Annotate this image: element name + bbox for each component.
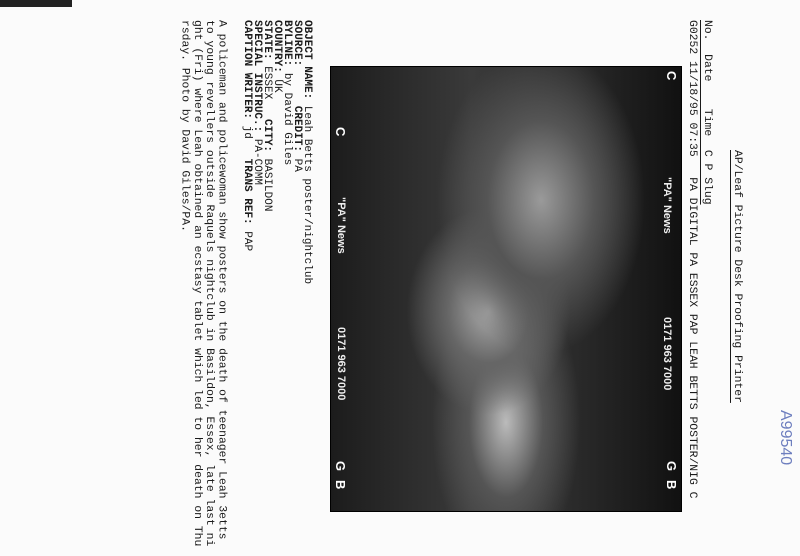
caption-line: A policeman and policewoman show posters on the death of teenager Leah 3etts bbox=[215, 20, 228, 540]
meta-state-city: STATE: ESSEX CITY: BASILDON bbox=[261, 20, 273, 212]
caption-line: ght (Fri) where Leah obtained an ecstasy tablet which led to her death on Thu bbox=[190, 20, 203, 547]
record-line: G0252 11/18/95 07:35 PA DIGITAL PA ESSEX PAP LEAH BETTS POSTER/NIG C bbox=[686, 20, 698, 499]
watermark: "PA" News bbox=[335, 197, 347, 254]
caption-line: rsday. Photo by David Giles/PA. bbox=[178, 20, 191, 232]
meta-byline: BYLINE: by David Giles bbox=[281, 20, 293, 166]
corner-mark: B bbox=[664, 479, 679, 489]
meta-caption-writer: CAPTION WRITER: jd TRANS REF: PAP bbox=[241, 20, 253, 252]
metadata-block bbox=[242, 20, 312, 284]
watermark: "PA" News bbox=[661, 177, 673, 234]
caption-line: to young revellers outside Raquels nightclub in Basildon, Essex, late last ni bbox=[203, 20, 216, 547]
caption bbox=[178, 20, 228, 546]
corner-mark: C bbox=[333, 127, 348, 137]
corner-mark: G bbox=[333, 460, 348, 471]
corner-mark: B bbox=[333, 479, 348, 489]
phone-number: 0171 963 7000 bbox=[335, 327, 347, 401]
corner-mark: G bbox=[664, 460, 679, 471]
document-title: AP/Leaf Picture Desk Proofing Printer bbox=[731, 150, 743, 403]
meta-country: COUNTRY: UK bbox=[271, 20, 283, 93]
handwritten-id: A99540 bbox=[777, 410, 794, 466]
meta-object-name: OBJECT NAME: Leah Betts poster/nightclub bbox=[301, 20, 313, 285]
news-photo bbox=[330, 66, 682, 512]
column-header: No. Date Time C P Slug bbox=[701, 20, 713, 205]
scan-edge bbox=[0, 0, 72, 7]
meta-source-credit: SOURCE: CREDIT: PA bbox=[291, 20, 303, 172]
phone-number: 0171 963 7000 bbox=[661, 317, 673, 391]
meta-special-instructions: SPECIAL INSTRUC.: PA-COMM bbox=[251, 20, 263, 186]
corner-mark: C bbox=[664, 71, 679, 81]
